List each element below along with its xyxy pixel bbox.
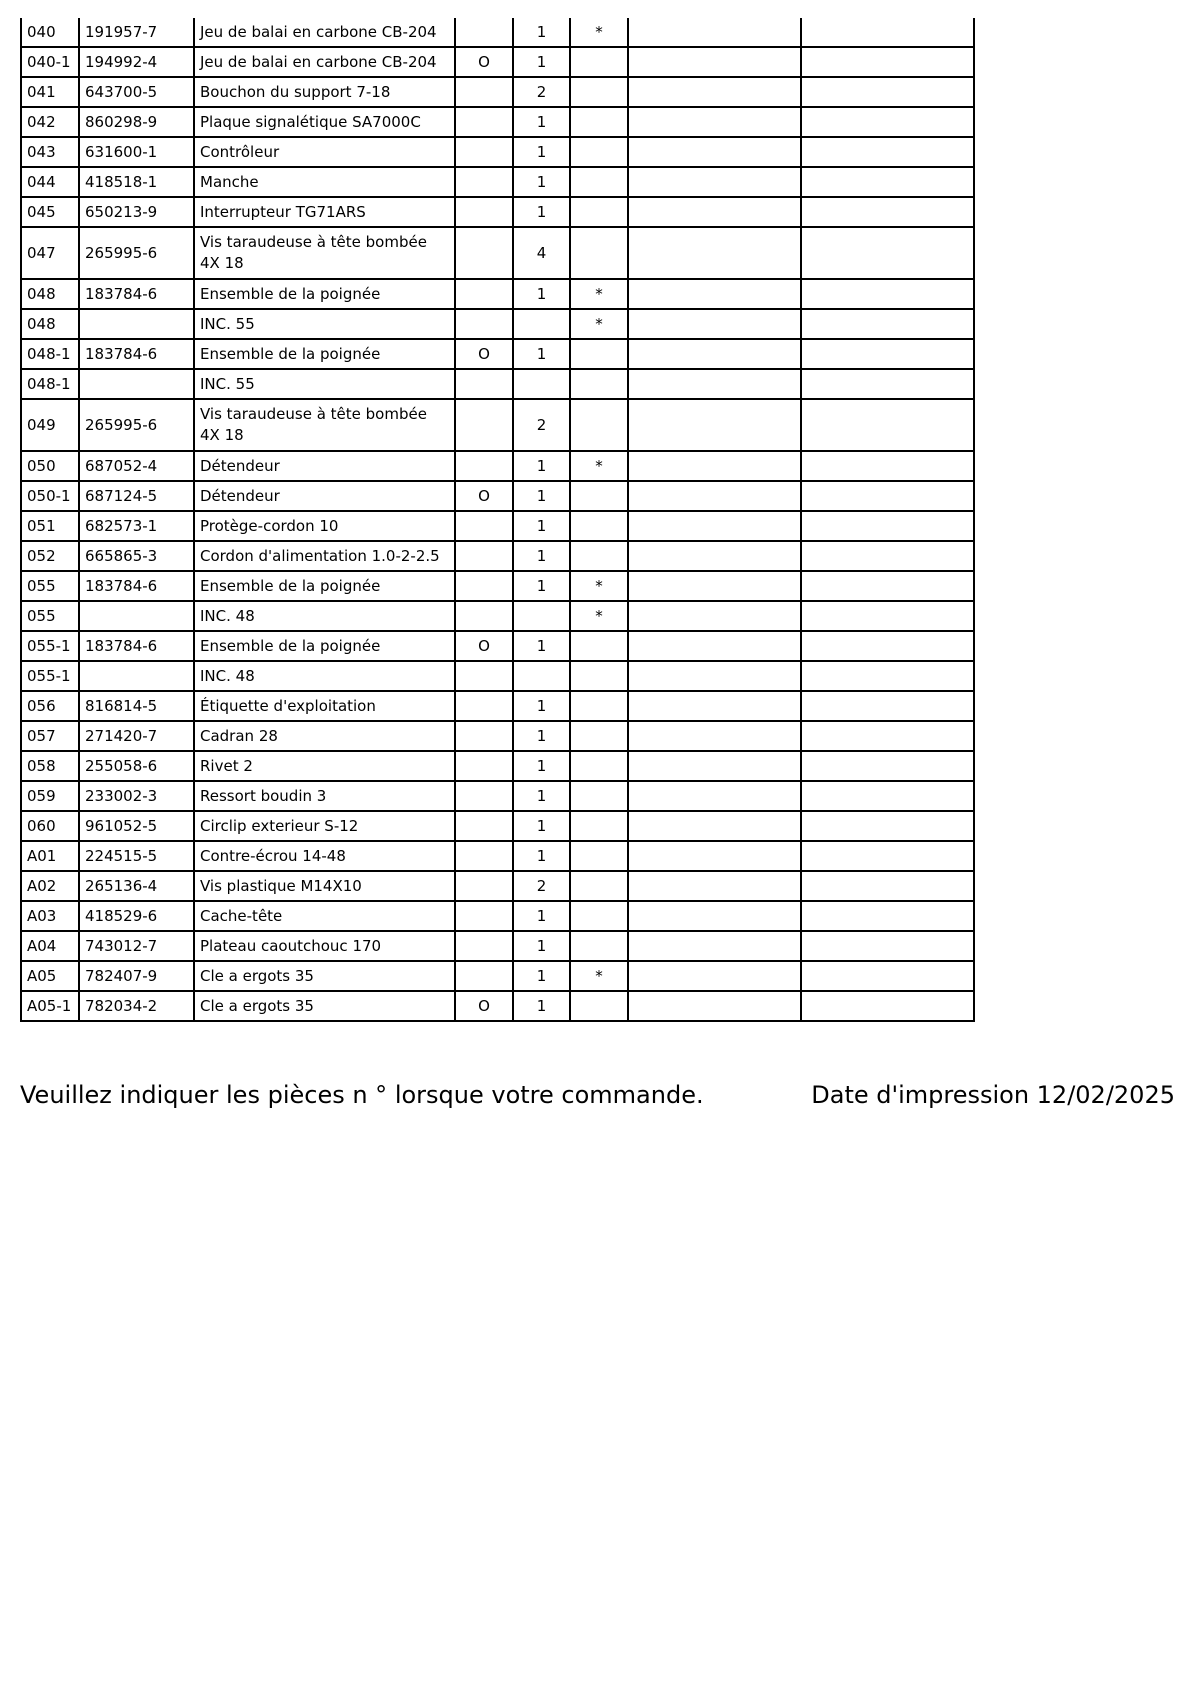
cell-blank — [628, 571, 801, 601]
cell-option — [455, 691, 513, 721]
cell-option — [455, 931, 513, 961]
cell-part-number — [79, 309, 194, 339]
cell-part-number: 255058-6 — [79, 751, 194, 781]
cell-description: Manche — [194, 167, 455, 197]
cell-part-number: 687124-5 — [79, 481, 194, 511]
cell-blank — [628, 781, 801, 811]
table-row — [21, 631, 974, 661]
cell-part-number: 183784-6 — [79, 339, 194, 369]
cell-item-number: 060 — [21, 811, 79, 841]
cell-description: Ensemble de la poignée — [194, 571, 455, 601]
cell-note — [570, 77, 628, 107]
cell-description: Plateau caoutchouc 170 — [194, 931, 455, 961]
cell-blank — [801, 691, 974, 721]
cell-option: O — [455, 339, 513, 369]
cell-part-number: 418518-1 — [79, 167, 194, 197]
cell-blank — [801, 167, 974, 197]
cell-part-number: 687052-4 — [79, 451, 194, 481]
table-row — [21, 197, 974, 227]
cell-part-number: 183784-6 — [79, 279, 194, 309]
cell-blank — [801, 571, 974, 601]
cell-option — [455, 721, 513, 751]
cell-option — [455, 77, 513, 107]
cell-part-number — [79, 661, 194, 691]
cell-blank — [628, 871, 801, 901]
cell-part-number — [79, 601, 194, 631]
cell-option — [455, 871, 513, 901]
cell-option — [455, 137, 513, 167]
table-row — [21, 571, 974, 601]
cell-item-number: 052 — [21, 541, 79, 571]
cell-blank — [628, 931, 801, 961]
cell-blank — [801, 369, 974, 399]
cell-description: Circlip exterieur S-12 — [194, 811, 455, 841]
cell-item-number: 057 — [21, 721, 79, 751]
parts-table — [20, 18, 975, 1022]
cell-quantity: 4 — [513, 227, 570, 279]
cell-quantity: 1 — [513, 167, 570, 197]
cell-description: Cache-tête — [194, 901, 455, 931]
cell-item-number: A04 — [21, 931, 79, 961]
cell-part-number: 183784-6 — [79, 571, 194, 601]
cell-part-number: 682573-1 — [79, 511, 194, 541]
cell-quantity: 1 — [513, 339, 570, 369]
cell-item-number: 043 — [21, 137, 79, 167]
cell-description: Ressort boudin 3 — [194, 781, 455, 811]
cell-item-number: 056 — [21, 691, 79, 721]
cell-note — [570, 137, 628, 167]
cell-blank — [628, 399, 801, 451]
cell-description: Protège-cordon 10 — [194, 511, 455, 541]
cell-part-number: 743012-7 — [79, 931, 194, 961]
table-row — [21, 601, 974, 631]
cell-item-number: 044 — [21, 167, 79, 197]
cell-option — [455, 309, 513, 339]
cell-item-number: 040 — [21, 18, 79, 47]
cell-note — [570, 481, 628, 511]
cell-part-number: 650213-9 — [79, 197, 194, 227]
cell-quantity — [513, 661, 570, 691]
cell-item-number: 048-1 — [21, 369, 79, 399]
table-row — [21, 451, 974, 481]
cell-blank — [628, 137, 801, 167]
table-row — [21, 751, 974, 781]
cell-item-number: 041 — [21, 77, 79, 107]
cell-part-number: 631600-1 — [79, 137, 194, 167]
cell-quantity: 2 — [513, 399, 570, 451]
table-row — [21, 871, 974, 901]
cell-blank — [628, 691, 801, 721]
cell-part-number: 418529-6 — [79, 901, 194, 931]
cell-note: * — [570, 18, 628, 47]
cell-option: O — [455, 991, 513, 1021]
cell-quantity: 1 — [513, 18, 570, 47]
cell-blank — [628, 961, 801, 991]
cell-quantity: 1 — [513, 571, 570, 601]
cell-note — [570, 931, 628, 961]
cell-item-number: 055 — [21, 571, 79, 601]
cell-note: * — [570, 961, 628, 991]
cell-quantity — [513, 309, 570, 339]
cell-blank — [801, 751, 974, 781]
cell-quantity: 1 — [513, 691, 570, 721]
cell-item-number: 055-1 — [21, 661, 79, 691]
cell-blank — [801, 47, 974, 77]
cell-quantity: 1 — [513, 47, 570, 77]
cell-option — [455, 227, 513, 279]
cell-option — [455, 279, 513, 309]
cell-option — [455, 167, 513, 197]
table-row — [21, 481, 974, 511]
cell-option — [455, 197, 513, 227]
cell-item-number: 048 — [21, 279, 79, 309]
cell-blank — [801, 841, 974, 871]
cell-note — [570, 47, 628, 77]
table-row — [21, 991, 974, 1021]
cell-part-number: 782407-9 — [79, 961, 194, 991]
cell-blank — [801, 18, 974, 47]
cell-option — [455, 601, 513, 631]
table-row — [21, 309, 974, 339]
cell-note — [570, 691, 628, 721]
cell-quantity: 1 — [513, 841, 570, 871]
cell-item-number: 047 — [21, 227, 79, 279]
cell-item-number: 045 — [21, 197, 79, 227]
cell-blank — [801, 901, 974, 931]
cell-quantity: 1 — [513, 961, 570, 991]
cell-quantity: 1 — [513, 481, 570, 511]
cell-description: Bouchon du support 7-18 — [194, 77, 455, 107]
table-row — [21, 399, 974, 451]
table-row — [21, 691, 974, 721]
cell-quantity: 1 — [513, 107, 570, 137]
cell-item-number: 050-1 — [21, 481, 79, 511]
table-row — [21, 901, 974, 931]
cell-blank — [628, 481, 801, 511]
cell-item-number: 049 — [21, 399, 79, 451]
table-row — [21, 279, 974, 309]
cell-quantity: 1 — [513, 451, 570, 481]
cell-note — [570, 661, 628, 691]
cell-quantity: 1 — [513, 991, 570, 1021]
cell-description: Vis taraudeuse à tête bombée 4X 18 — [194, 399, 455, 451]
cell-option — [455, 451, 513, 481]
cell-quantity: 1 — [513, 901, 570, 931]
table-row — [21, 137, 974, 167]
cell-quantity: 1 — [513, 781, 570, 811]
cell-item-number: 055-1 — [21, 631, 79, 661]
cell-item-number: 055 — [21, 601, 79, 631]
cell-option — [455, 751, 513, 781]
cell-part-number: 224515-5 — [79, 841, 194, 871]
cell-note — [570, 339, 628, 369]
cell-blank — [801, 511, 974, 541]
cell-blank — [628, 339, 801, 369]
cell-item-number: A05 — [21, 961, 79, 991]
cell-option — [455, 841, 513, 871]
cell-blank — [801, 137, 974, 167]
cell-blank — [628, 77, 801, 107]
cell-option — [455, 811, 513, 841]
cell-description: Détendeur — [194, 451, 455, 481]
cell-part-number: 183784-6 — [79, 631, 194, 661]
table-row — [21, 931, 974, 961]
cell-blank — [628, 631, 801, 661]
cell-description: Contrôleur — [194, 137, 455, 167]
cell-option — [455, 541, 513, 571]
cell-blank — [801, 661, 974, 691]
cell-item-number: A01 — [21, 841, 79, 871]
cell-description: Cle a ergots 35 — [194, 991, 455, 1021]
cell-description: Interrupteur TG71ARS — [194, 197, 455, 227]
footer-order-note: Veuillez indiquer les pièces n ° lorsque votre commande. — [20, 1081, 704, 1109]
cell-option — [455, 901, 513, 931]
table-row — [21, 811, 974, 841]
table-row — [21, 781, 974, 811]
cell-note: * — [570, 601, 628, 631]
cell-part-number: 271420-7 — [79, 721, 194, 751]
table-row — [21, 227, 974, 279]
table-row — [21, 721, 974, 751]
cell-description: Cle a ergots 35 — [194, 961, 455, 991]
cell-blank — [801, 77, 974, 107]
table-row — [21, 541, 974, 571]
cell-blank — [628, 511, 801, 541]
cell-blank — [801, 451, 974, 481]
cell-quantity: 1 — [513, 137, 570, 167]
table-row — [21, 661, 974, 691]
table-row — [21, 841, 974, 871]
cell-note — [570, 369, 628, 399]
cell-description: INC. 55 — [194, 309, 455, 339]
cell-item-number: 042 — [21, 107, 79, 137]
cell-blank — [628, 369, 801, 399]
cell-quantity: 1 — [513, 751, 570, 781]
cell-blank — [801, 631, 974, 661]
cell-blank — [628, 18, 801, 47]
cell-blank — [628, 721, 801, 751]
cell-blank — [628, 227, 801, 279]
table-row — [21, 339, 974, 369]
cell-blank — [628, 47, 801, 77]
cell-quantity: 1 — [513, 511, 570, 541]
cell-blank — [628, 279, 801, 309]
cell-blank — [801, 399, 974, 451]
cell-item-number: 051 — [21, 511, 79, 541]
cell-item-number: 058 — [21, 751, 79, 781]
cell-note — [570, 541, 628, 571]
cell-option — [455, 399, 513, 451]
cell-option: O — [455, 47, 513, 77]
cell-description: Jeu de balai en carbone CB-204 — [194, 18, 455, 47]
cell-part-number: 265995-6 — [79, 227, 194, 279]
cell-blank — [628, 197, 801, 227]
cell-blank — [801, 871, 974, 901]
table-row — [21, 961, 974, 991]
cell-part-number: 265136-4 — [79, 871, 194, 901]
cell-description: Ensemble de la poignée — [194, 631, 455, 661]
cell-blank — [628, 841, 801, 871]
cell-description: Détendeur — [194, 481, 455, 511]
cell-quantity: 1 — [513, 811, 570, 841]
table-row — [21, 167, 974, 197]
cell-blank — [628, 991, 801, 1021]
cell-blank — [628, 541, 801, 571]
cell-option — [455, 107, 513, 137]
cell-blank — [801, 279, 974, 309]
cell-option — [455, 961, 513, 991]
cell-part-number: 665865-3 — [79, 541, 194, 571]
cell-option — [455, 661, 513, 691]
cell-quantity: 1 — [513, 721, 570, 751]
cell-blank — [801, 481, 974, 511]
cell-note: * — [570, 451, 628, 481]
cell-blank — [801, 339, 974, 369]
cell-blank — [628, 107, 801, 137]
cell-quantity — [513, 369, 570, 399]
cell-blank — [801, 227, 974, 279]
cell-item-number: 048-1 — [21, 339, 79, 369]
cell-description: Vis plastique M14X10 — [194, 871, 455, 901]
table-row — [21, 18, 974, 47]
cell-blank — [628, 811, 801, 841]
cell-blank — [801, 961, 974, 991]
cell-blank — [628, 901, 801, 931]
cell-note — [570, 167, 628, 197]
cell-note — [570, 841, 628, 871]
cell-description: Cordon d'alimentation 1.0-2-2.5 — [194, 541, 455, 571]
cell-note — [570, 811, 628, 841]
cell-option — [455, 781, 513, 811]
cell-note: * — [570, 279, 628, 309]
cell-description: Jeu de balai en carbone CB-204 — [194, 47, 455, 77]
cell-item-number: 040-1 — [21, 47, 79, 77]
cell-blank — [628, 309, 801, 339]
cell-note — [570, 227, 628, 279]
table-row — [21, 47, 974, 77]
table-row — [21, 77, 974, 107]
cell-blank — [628, 167, 801, 197]
cell-option — [455, 511, 513, 541]
cell-description: Vis taraudeuse à tête bombée 4X 18 — [194, 227, 455, 279]
cell-item-number: 050 — [21, 451, 79, 481]
cell-blank — [801, 811, 974, 841]
cell-item-number: A03 — [21, 901, 79, 931]
cell-part-number: 643700-5 — [79, 77, 194, 107]
cell-description: Cadran 28 — [194, 721, 455, 751]
cell-quantity: 1 — [513, 541, 570, 571]
cell-description: Ensemble de la poignée — [194, 279, 455, 309]
cell-part-number: 860298-9 — [79, 107, 194, 137]
cell-note — [570, 991, 628, 1021]
cell-blank — [628, 451, 801, 481]
cell-blank — [628, 751, 801, 781]
cell-option — [455, 571, 513, 601]
cell-note: * — [570, 309, 628, 339]
footer-print-date: Date d'impression 12/02/2025 — [811, 1081, 1175, 1109]
cell-description: Ensemble de la poignée — [194, 339, 455, 369]
cell-description: Plaque signalétique SA7000C — [194, 107, 455, 137]
table-row — [21, 511, 974, 541]
cell-blank — [801, 721, 974, 751]
cell-note — [570, 511, 628, 541]
cell-blank — [628, 661, 801, 691]
cell-item-number: A05-1 — [21, 991, 79, 1021]
cell-option: O — [455, 631, 513, 661]
cell-description: INC. 48 — [194, 601, 455, 631]
cell-quantity: 2 — [513, 871, 570, 901]
cell-note — [570, 871, 628, 901]
cell-description: Contre-écrou 14-48 — [194, 841, 455, 871]
cell-option: O — [455, 481, 513, 511]
cell-blank — [801, 541, 974, 571]
cell-note — [570, 721, 628, 751]
cell-note — [570, 197, 628, 227]
cell-item-number: 059 — [21, 781, 79, 811]
cell-blank — [801, 309, 974, 339]
cell-part-number: 816814-5 — [79, 691, 194, 721]
cell-note — [570, 631, 628, 661]
cell-part-number: 961052-5 — [79, 811, 194, 841]
parts-table-body — [21, 18, 974, 1021]
cell-quantity: 1 — [513, 197, 570, 227]
cell-part-number: 233002-3 — [79, 781, 194, 811]
cell-blank — [628, 601, 801, 631]
cell-item-number: A02 — [21, 871, 79, 901]
cell-item-number: 048 — [21, 309, 79, 339]
cell-blank — [801, 107, 974, 137]
cell-blank — [801, 197, 974, 227]
cell-note — [570, 751, 628, 781]
table-row — [21, 107, 974, 137]
cell-note — [570, 781, 628, 811]
cell-blank — [801, 931, 974, 961]
cell-blank — [801, 781, 974, 811]
cell-note: * — [570, 571, 628, 601]
cell-quantity: 1 — [513, 931, 570, 961]
cell-blank — [801, 991, 974, 1021]
cell-part-number — [79, 369, 194, 399]
cell-part-number: 191957-7 — [79, 18, 194, 47]
cell-description: INC. 48 — [194, 661, 455, 691]
cell-option — [455, 369, 513, 399]
cell-note — [570, 107, 628, 137]
cell-note — [570, 901, 628, 931]
cell-option — [455, 18, 513, 47]
cell-description: INC. 55 — [194, 369, 455, 399]
cell-blank — [801, 601, 974, 631]
cell-note — [570, 399, 628, 451]
table-row — [21, 369, 974, 399]
cell-part-number: 194992-4 — [79, 47, 194, 77]
cell-part-number: 782034-2 — [79, 991, 194, 1021]
cell-quantity — [513, 601, 570, 631]
cell-quantity: 2 — [513, 77, 570, 107]
cell-description: Rivet 2 — [194, 751, 455, 781]
cell-quantity: 1 — [513, 279, 570, 309]
cell-quantity: 1 — [513, 631, 570, 661]
cell-description: Étiquette d'exploitation — [194, 691, 455, 721]
cell-part-number: 265995-6 — [79, 399, 194, 451]
